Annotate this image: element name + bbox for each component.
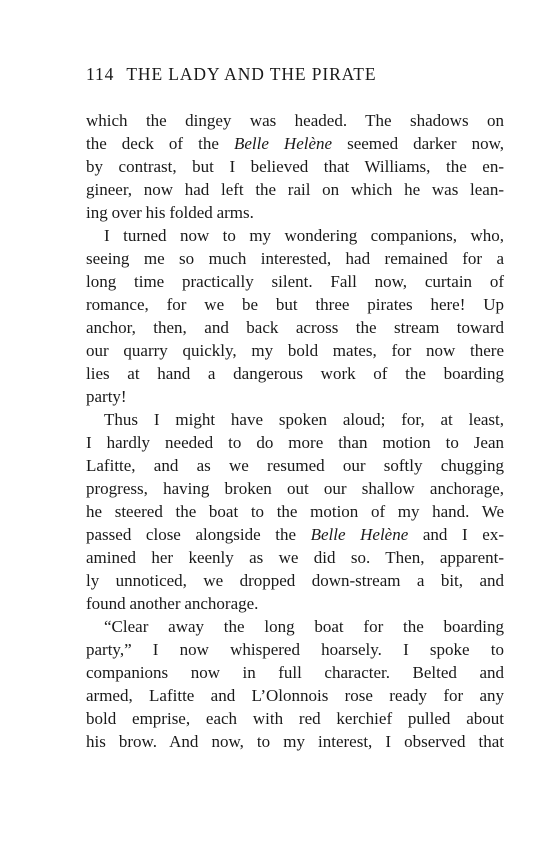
text-line <box>86 477 504 500</box>
book-page <box>86 62 504 753</box>
text-line <box>86 684 504 707</box>
text-line <box>86 178 504 201</box>
running-title: THE LADY AND THE PIRATE <box>126 64 377 84</box>
text-segment: armed, Lafitte and L’Olonnois rose ready for any <box>86 686 504 705</box>
text-segment: progress, having broken out our shallow anchorage, <box>86 479 504 498</box>
text-line <box>86 339 504 362</box>
text-segment: amined her keenly as we did so. Then, apparent- <box>86 548 504 567</box>
text-line <box>86 408 504 431</box>
text-segment: Thus I might have spoken aloud; for, at least, <box>104 410 504 429</box>
text-segment: and I ex- <box>408 525 504 544</box>
text-line <box>86 592 504 615</box>
text-segment: lies at hand a dangerous work of the boarding <box>86 364 504 383</box>
text-segment: bold emprise, each with red kerchief pulled about <box>86 709 504 728</box>
text-line <box>86 270 504 293</box>
text-segment: the deck of the <box>86 134 234 153</box>
text-line <box>86 707 504 730</box>
text-line <box>86 362 504 385</box>
text-line <box>86 546 504 569</box>
text-segment: companions now in full character. Belted and <box>86 663 504 682</box>
text-line <box>86 109 504 132</box>
text-line <box>86 385 504 408</box>
text-segment: Lafitte, and as we resumed our softly chugging <box>86 456 504 475</box>
text-segment: party,” I now whispered hoarsely. I spoke to <box>86 640 504 659</box>
text-line <box>86 132 504 155</box>
text-line <box>86 247 504 270</box>
text-line <box>86 316 504 339</box>
body-text <box>86 109 504 753</box>
text-line <box>86 201 504 224</box>
text-segment: found another anchorage. <box>86 594 259 613</box>
text-line <box>86 454 504 477</box>
text-line <box>86 431 504 454</box>
text-segment: which the dingey was headed. The shadows on <box>86 111 504 130</box>
text-line <box>86 523 504 546</box>
text-segment: ing over his folded arms. <box>86 203 254 222</box>
text-segment: gineer, now had left the rail on which he was lean- <box>86 180 504 199</box>
text-segment: seeing me so much interested, had remained for a <box>86 249 504 268</box>
text-segment: I hardly needed to do more than motion to Jean <box>86 433 504 452</box>
text-segment: romance, for we be but three pirates here! Up <box>86 295 504 314</box>
text-line <box>86 661 504 684</box>
text-segment: he steered the boat to the motion of my hand. We <box>86 502 504 521</box>
ship-name: Belle Helène <box>310 525 409 544</box>
text-line <box>86 500 504 523</box>
text-line <box>86 615 504 638</box>
page-number: 114 <box>86 64 115 84</box>
text-segment: I turned now to my wondering companions, who, <box>104 226 504 245</box>
text-segment: by contrast, but I believed that Williams, the en- <box>86 157 504 176</box>
text-segment: “Clear away the long boat for the boarding <box>104 617 504 636</box>
text-segment: party! <box>86 387 127 406</box>
text-line <box>86 638 504 661</box>
text-segment: passed close alongside the <box>86 525 311 544</box>
ship-name: Belle Helène <box>233 134 333 153</box>
text-segment: long time practically silent. Fall now, curtain of <box>86 272 504 291</box>
running-head <box>86 62 504 86</box>
text-line <box>86 224 504 247</box>
text-line <box>86 730 504 753</box>
text-segment: ly unnoticed, we dropped down-stream a bit, and <box>86 571 504 590</box>
text-line <box>86 155 504 178</box>
text-segment: seemed darker now, <box>332 134 504 153</box>
text-segment: anchor, then, and back across the stream toward <box>86 318 504 337</box>
text-line <box>86 569 504 592</box>
text-segment: our quarry quickly, my bold mates, for now there <box>86 341 504 360</box>
text-segment: his brow. And now, to my interest, I observed that <box>86 732 504 751</box>
text-line <box>86 293 504 316</box>
